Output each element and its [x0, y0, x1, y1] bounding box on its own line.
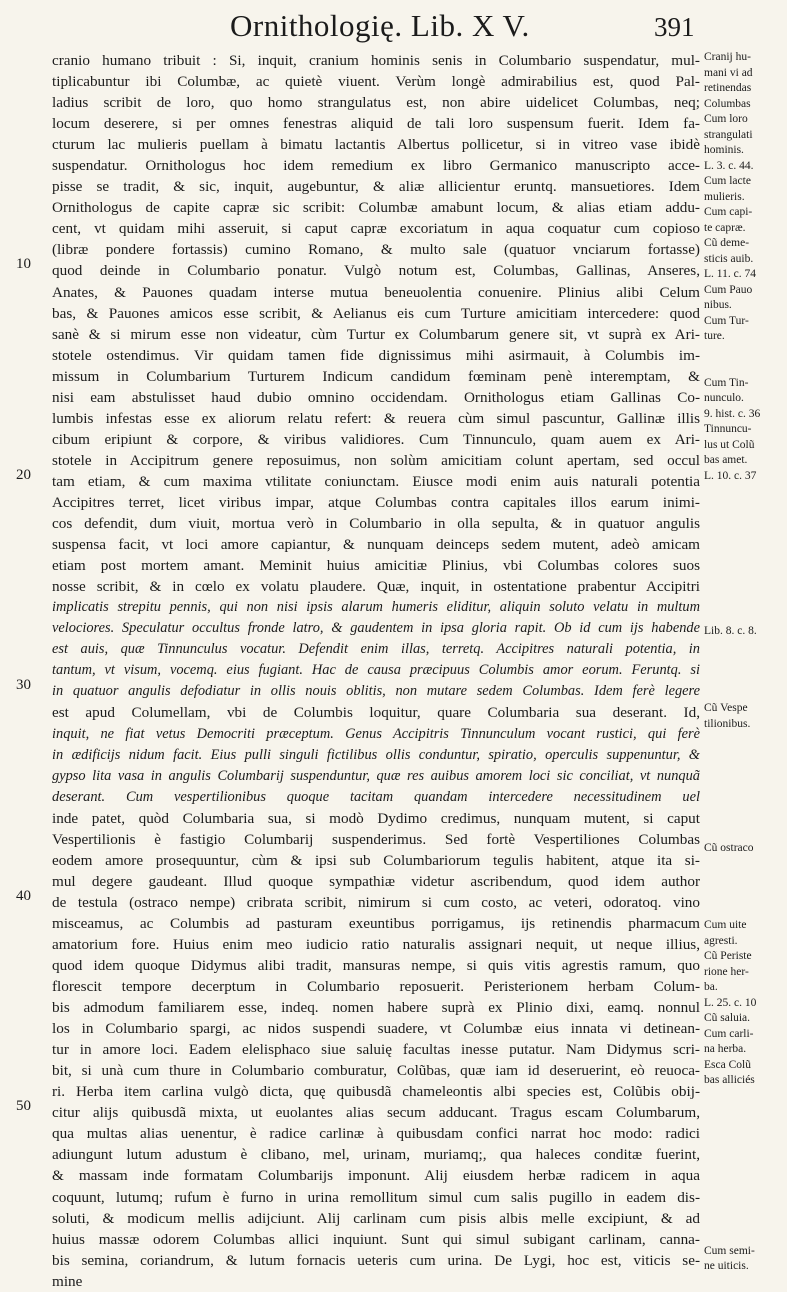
main-text-column [52, 50, 700, 1292]
margin-note [704, 515, 784, 531]
margin-note [704, 686, 784, 702]
margin-note: Tinnuncu- [704, 423, 752, 435]
text-line: cibum eripiunt & corpore, & viribus validiores. Cum Tinnunculo, quam auem ex Ari- [52, 430, 700, 448]
text-line: deserant. Cum vespertilionibus quoque tacitam quandam intercedere necessitudinem uel [52, 788, 700, 805]
margin-note: Cum Tin- [704, 376, 749, 389]
margin-note: Cũ saluia. [704, 1012, 750, 1024]
margin-note [704, 608, 784, 624]
margin-note [704, 1135, 784, 1151]
margin-note: Cranij hu- [704, 51, 751, 63]
margin-note: Cũ deme- [704, 237, 750, 249]
margin-note [704, 763, 784, 779]
margin-note: Cum loro [704, 113, 748, 125]
margin-note: L. 10. c. 37 [704, 469, 757, 482]
text-line: tur in amore loci. Eadem elelisphaco siue saluię facultas inesse putatur. Nam Didymus scri- [52, 1041, 700, 1059]
margin-note: tilionibus. [704, 717, 751, 730]
page-number: 391 [654, 12, 695, 42]
text-line: tiplicabuntur ibi Columbæ, ac quietè viuent. Verùm longè admirabilius est, quod Pal- [52, 73, 700, 91]
margin-note [704, 903, 784, 919]
margin-note [704, 856, 784, 872]
line-number: 20 [16, 466, 31, 483]
line-number: 40 [16, 887, 31, 904]
margin-note: L. 3. c. 44. [704, 159, 754, 172]
margin-note [704, 1213, 784, 1229]
margin-note: Cum semi- [704, 1244, 755, 1257]
margin-note [704, 562, 784, 578]
margin-note [704, 887, 784, 903]
margin-note [704, 748, 784, 764]
margin-note: rione her- [704, 965, 749, 978]
margin-note: agresti. [704, 934, 738, 947]
margin-note: Cum uite [704, 919, 747, 931]
text-line: est apud Columellam, vbi de Columbis loquitur, quare Columbaria sua deserant. Id, [52, 704, 700, 722]
text-line: etiam post mortem amant. Meminit huius amicitiæ Plinius, vbi Columbas colores suos [52, 557, 700, 575]
margin-note: Cum Pauo [704, 283, 753, 296]
text-line: bit, si unà cum thure in Columbario comburatur, Colũbas, quæ iam id deseruerint, eò reuoca- [52, 1062, 700, 1080]
text-line: bas, & Pauones amicos esse scribit, & Aelianus eis cum Turture amicitiam intercedere: quod [52, 304, 700, 322]
margin-note: strangulati [704, 128, 753, 141]
margin-note: 9. hist. c. 36 [704, 407, 761, 420]
text-line: suspensa facit, vt loci amore capiantur, & nunquam deinceps sedem mutent, adeò amicam [52, 536, 700, 554]
margin-note: Cum Tur- [704, 314, 749, 327]
margin-note: L. 11. c. 74 [704, 268, 756, 280]
margin-note: te capræ. [704, 221, 746, 234]
text-line: tam etiam, & cum maxima vtilitate coniunctam. Eiusce modi enim auis naturali potentia [52, 472, 700, 490]
text-line: & massam inde formatam Columbarijs imponunt. Alij eiusdem herbæ radicem in aqua [52, 1167, 700, 1185]
margin-note [704, 593, 784, 609]
margin-note: bas amet. [704, 454, 748, 466]
text-line: bis admodum familiarem esse, indeq. nomen habere suprà ex Plinio dixi, eamq. nonnul [52, 999, 700, 1017]
text-line: mul degere gaudeant. Illud quoque sympathiæ videtur ascribendum, quod idem author [52, 872, 700, 890]
margin-note [704, 1089, 784, 1105]
text-line: tantum, vt visum, vocemq. eius fugiant. Hac de causa præcipuus Columbis amor eorum. Feruntq. si [52, 662, 700, 679]
text-line: cent, vt quidam mihi asseruit, si caput capræ excoriatum in aqua coquatur cum copioso [52, 220, 700, 238]
line-number: 50 [16, 1098, 31, 1115]
margin-note: lus ut Colũ [704, 438, 755, 451]
text-line: locum deserere, si per omnes fenestras aliquid de tali loro suspensum fuerit. Idem fa- [52, 115, 700, 133]
text-line: sanè & si mirum esse non videatur, cùm Turtur ex Columbarum genere sit, vt suprà ex Ari- [52, 325, 700, 343]
line-number: 10 [16, 256, 31, 273]
text-line: ri. Herba item carlina vulgò dicta, quę quibusdã chameleontis albi species est, Colũbis obij- [52, 1083, 700, 1101]
text-line: los in Columbario spargi, ac nidos suspendi suadere, vt Columbæ eius innata vi detinean- [52, 1020, 700, 1038]
text-line: de testula (ostraco nempe) cribrata scribit, nimirum si cum costo, ac veteri, odoratoq. vino [52, 893, 700, 911]
text-line: Anates, & Pauones quadam interse mutua beneuolentia conuenire. Plinius alibi Celum [52, 283, 700, 301]
line-number: 30 [16, 677, 31, 694]
text-line: cranio humano tribuit : Si, inquit, cranium hominis senis in Columbario suspendatur, mul- [52, 52, 700, 69]
margin-note: ba. [704, 981, 718, 993]
margin-note: Cum capi- [704, 206, 753, 218]
text-line: coquunt, lutumq; rufum è furno in urina remollitum simul cum salis pugillo in eadem dis- [52, 1188, 700, 1206]
text-line: Ornithologus de capite capræ sic scribit: Columbæ amabunt locum, & alias etiam addu- [52, 199, 700, 217]
text-line: nosse scribit, & in cœlo ex volatu plaudere. Quæ, inquit, in ostentatione prabentur Accipitri [52, 578, 700, 596]
margin-note: L. 25. c. 10 [704, 996, 757, 1009]
text-line: bis semina, coriandrum, & lutum fornacis ueteris cum urina. De Lygi, hoc est, viticis se- [52, 1251, 700, 1269]
margin-note [704, 577, 784, 593]
margin-note [704, 1197, 784, 1213]
margin-note: Cum carli- [704, 1027, 754, 1040]
margin-note: Cum lacte [704, 175, 751, 187]
margin-note [704, 1151, 784, 1167]
margin-note [704, 794, 784, 810]
text-line: cturum lac mulieris puellam à bimatu lactantis Albertus pollicetur, si in vitreo vase ibidè [52, 136, 700, 154]
text-line: soluti, & modicum mellis adijciunt. Alij carlinam cum pisis albis melle excipiunt, & ad [52, 1209, 700, 1227]
text-line: velociores. Speculatur occultus fronde latro, & gaudentem in ipsa gloria rapit. Ob id cum ijs habende [52, 620, 700, 637]
text-line: inquit, ne fiat vetus Democriti præceptum. Genus Accipitris Tinnunculum vocant rustici, qui ferè [52, 725, 700, 742]
margin-note [704, 810, 784, 826]
text-line: pisse se tradit, & sic, inquit, augebuntur, & aliæ allicientur eruntq. mansuetiores. Idem [52, 178, 700, 196]
text-line: citur alijs quibusdã mixta, ut euolantes alias secum adducant. Tragus escam Columbarum, [52, 1104, 700, 1122]
text-line: mine [52, 1272, 83, 1290]
margin-note [704, 484, 784, 500]
text-line: lumbis infestas esse ex aliorum relatu refert: & reuera cùm simul pascuntur, Gallinæ illis [52, 409, 700, 427]
margin-note: Esca Colũ [704, 1058, 751, 1071]
text-line: missum in Columbarium Turturem Indicum candidum fœminam penè interemptam, & [52, 367, 700, 385]
margin-note: na herba. [704, 1043, 747, 1055]
text-line: amatorium fore. Huius enim meo iudicio ratio naturalis assignari nequit, ut neque illius, [52, 935, 700, 953]
margin-note [704, 531, 784, 547]
margin-note: Cũ Vespe [704, 702, 748, 714]
margin-note: Lib. 8. c. 8. [704, 624, 757, 637]
margin-note: bas alliciés [704, 1074, 755, 1086]
text-line: ladius scribit de loro, quo homo strangulatus est, non abire uidelicet Columbas, neq; [52, 94, 700, 112]
margin-note: Cũ Periste [704, 950, 752, 962]
margin-note [704, 639, 784, 655]
margin-note [704, 345, 784, 361]
text-line: cos defendit, dum viuit, mortua verò in Columbario in olla sepulta, & in quatuor angulis [52, 515, 700, 533]
margin-note [704, 655, 784, 671]
margin-note [704, 872, 784, 888]
text-line: Vespertilionis è fastigio Columbarij suspenderimus. Sed fortè Vespertiliones Columbas [52, 830, 700, 848]
margin-note [704, 1120, 784, 1136]
margin-note: mani vi ad [704, 66, 753, 79]
text-line: nisi eam abstulisset haud dubio omnino occidendam. Ornithologus etiam Gallinas Co- [52, 388, 700, 406]
margin-note [704, 732, 784, 748]
text-line: (libræ pondere fortassis) cumino Romano, & multo sale (quatuor vnciarum fortasse) [52, 241, 700, 259]
text-line: est auis, quæ Tinnunculus vocatur. Defendit enim illas, terretq. Accipitres naturali potentia, in [52, 641, 700, 658]
text-line: stotele in Accipitrum genere reposuimus, non solùm amicitiam colunt apertam, sed occul [52, 451, 700, 469]
margin-note [704, 779, 784, 795]
text-line: suspendatur. Ornithologus hoc idem remedium ex libro Germanico manuscripto acce- [52, 157, 700, 175]
margin-note [704, 1166, 784, 1182]
text-line: quod deinde in Columbario ponatur. Vulgò notum est, Columbas, Gallinas, Anseres, [52, 262, 700, 280]
margin-note [704, 500, 784, 516]
text-line: inde patet, quòd Columbaria sua, si modò Dydimo credimus, nunquam mutent, si caput [52, 809, 700, 827]
margin-note: Columbas [704, 97, 751, 110]
text-line: gypso lita vasa in angulis Columbarij suspenduntur, quæ res auibus amorem loci sic conciliat, vt nunquã [52, 767, 700, 784]
margin-note: retinendas [704, 82, 752, 94]
text-line: in ædificijs nidum facit. Eius pulli singuli fictilibus ollis conduntur, spiratio, operculis suppenuntur, & [52, 746, 700, 763]
margin-note: ne uiticis. [704, 1260, 749, 1272]
margin-note [704, 360, 784, 376]
margin-notes-column [704, 50, 784, 1275]
margin-note: sticis auib. [704, 252, 754, 265]
margin-note [704, 546, 784, 562]
text-line: quod idem quoque Didymus alibi tradit, mansuras nempe, si quis vitis agrestis ramum, quo [52, 957, 700, 975]
margin-note [704, 670, 784, 686]
margin-note [704, 825, 784, 841]
margin-note: Cũ ostraco [704, 841, 754, 854]
margin-note: ture. [704, 330, 725, 342]
text-line: qua multas alias uenentur, è radice carlinæ à quibusdam confici narrat hoc modo: radici [52, 1125, 700, 1143]
margin-note: mulieris. [704, 190, 745, 203]
text-line: Accipitres terret, licet viribus impar, atque Columbas contra capitales illos earum inimi- [52, 493, 700, 511]
text-line: implicatis strepitu pennis, qui non nisi ipsis alarum humeris eliditur, aliquin soluto velatu in multum [52, 599, 700, 616]
text-line: eodem amore prosequuntur, cùm & ipsi sub Columbariorum tegulis habitent, atque ita si- [52, 851, 700, 869]
margin-note [704, 1182, 784, 1198]
margin-note [704, 1104, 784, 1120]
text-line: adiungunt lutum adustum è clibano, mel, urinam, muriamq;, qua haleces conditæ fuerint, [52, 1146, 700, 1164]
margin-note [704, 1228, 784, 1244]
running-title: Ornithologię. Lib. X V. [230, 8, 530, 43]
text-line: in quatuor angulis defodiatur in ollis nouis oblitis, non mutare sedem Columbas. Idem ferè legere [52, 683, 700, 700]
margin-note: nunculo. [704, 392, 744, 404]
text-line: stotele ostendimus. Vir quidam tamen fide dignissimus mihi asirmauit, à Columbis im- [52, 346, 700, 364]
text-line: huius massæ odorem Columbas allici inquiunt. Sunt qui simul subigant carlinam, canna- [52, 1230, 700, 1248]
margin-note: hominis. [704, 144, 744, 156]
margin-note: nibus. [704, 299, 732, 311]
page-header [0, 8, 787, 48]
text-line: florescit tempore decerptum in Columbario reposuerit. Peristerionem herbam Colum- [52, 978, 700, 996]
text-line: misceamus, ac Columbis ad pasturam exeuntibus porrigamus, ijs retinendis pharmacum [52, 914, 700, 932]
